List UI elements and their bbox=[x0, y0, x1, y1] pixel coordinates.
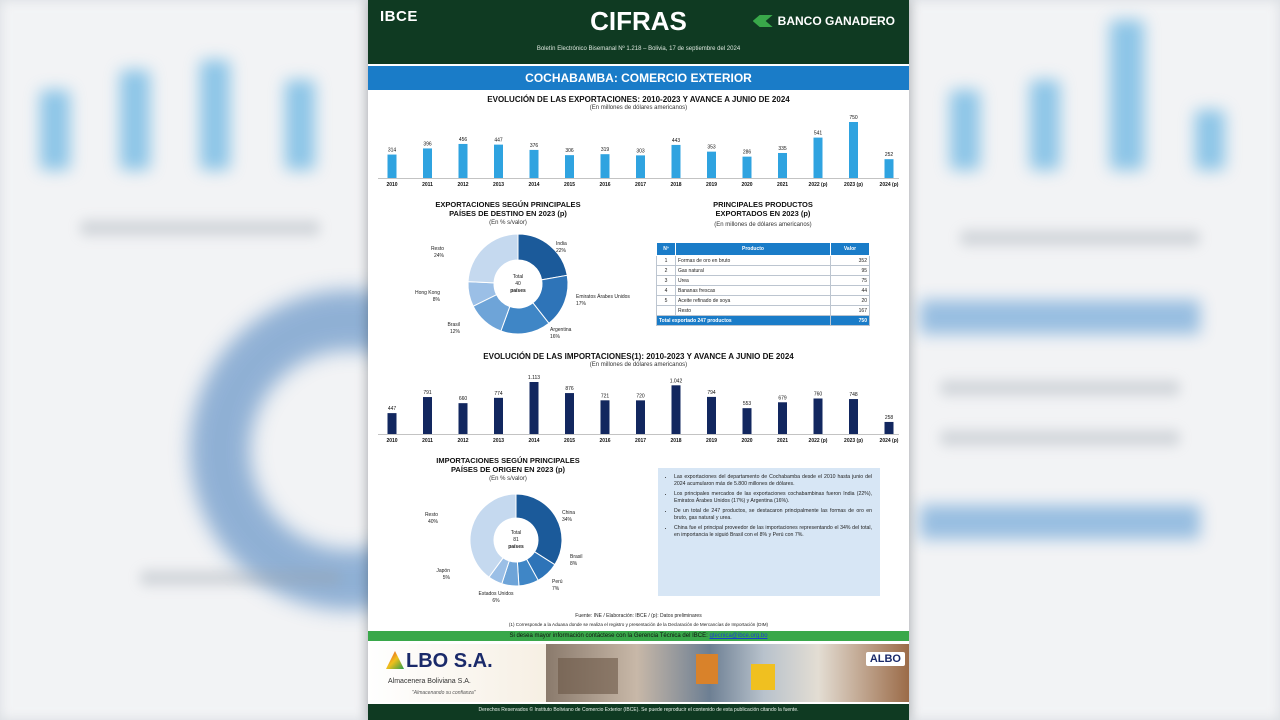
bar bbox=[814, 138, 823, 178]
banco-ganadero-icon bbox=[753, 15, 773, 27]
table-row bbox=[657, 266, 870, 276]
bar-value-label: 1.113 bbox=[527, 375, 541, 381]
note-item: • Los principales mercados de las exportaciones cochabambinas fueron India (22%), Emiratos Árabes Unidos (17%) y Argentina (16%). bbox=[674, 491, 872, 505]
albo-brand-text: LBO S.A. bbox=[406, 650, 493, 672]
bar bbox=[814, 398, 823, 434]
bar bbox=[388, 155, 397, 178]
bar bbox=[672, 145, 681, 178]
bar bbox=[423, 397, 432, 434]
bar bbox=[743, 157, 752, 178]
x-tick-label: 2019 bbox=[705, 438, 718, 444]
bulletin-header bbox=[368, 0, 909, 64]
x-tick-label: 2016 bbox=[599, 438, 611, 444]
donut-center-label: 40 bbox=[515, 281, 521, 287]
albo-slogan: "Almacenando su confianza" bbox=[412, 690, 476, 696]
products-title-line1: PRINCIPALES PRODUCTOS bbox=[713, 200, 813, 209]
background-line bbox=[80, 220, 320, 236]
bar bbox=[778, 402, 787, 434]
x-tick-label: 2024 (p) bbox=[879, 182, 899, 188]
bar-value-label: 306 bbox=[565, 148, 574, 155]
row-number: 4 bbox=[657, 286, 676, 296]
x-tick-label: 2015 bbox=[563, 438, 576, 444]
col-product: Producto bbox=[676, 243, 831, 256]
donut-center-label: 81 bbox=[513, 537, 519, 543]
donut-percent-label: 24% bbox=[433, 253, 444, 259]
background-bar bbox=[950, 90, 980, 170]
background-line bbox=[140, 570, 340, 586]
bar bbox=[494, 398, 503, 434]
donut-center-label: países bbox=[510, 288, 526, 294]
donut-category-label: Brasil bbox=[447, 322, 460, 328]
bar bbox=[885, 159, 894, 178]
export-destinations-donut bbox=[378, 228, 648, 348]
bar bbox=[530, 382, 539, 434]
bar-value-label: 353 bbox=[707, 144, 716, 151]
x-tick-label: 2012 bbox=[457, 438, 469, 444]
bar-value-label: 396 bbox=[423, 141, 432, 148]
imports-chart-subtitle: (En millones de dólares americanos) bbox=[589, 362, 688, 368]
background-bar bbox=[1030, 80, 1060, 170]
bar-value-label: 376 bbox=[529, 142, 539, 149]
x-tick-label: 2019 bbox=[705, 182, 718, 188]
donut-percent-label: 17% bbox=[576, 301, 587, 307]
row-value: 95 bbox=[831, 266, 870, 276]
background-bar bbox=[40, 90, 70, 170]
x-tick-label: 2010 bbox=[386, 182, 398, 188]
total-label: Total exportado 247 productos bbox=[657, 316, 831, 326]
bar bbox=[565, 155, 574, 178]
x-tick-label: 2021 bbox=[776, 438, 789, 444]
background-bar bbox=[120, 70, 150, 170]
x-tick-label: 2012 bbox=[457, 182, 469, 188]
bar-value-label: 258 bbox=[884, 414, 894, 421]
note-item: • Las exportaciones del departamento de Cochabamba desde el 2010 hasta junio del 2024 acumularon más de 5.800 millones de dólares. bbox=[674, 474, 872, 488]
table-row bbox=[657, 306, 870, 316]
x-tick-label: 2023 (p) bbox=[844, 182, 863, 188]
bar-value-label: 286 bbox=[742, 149, 752, 156]
donut-category-label: Resto bbox=[424, 512, 438, 518]
source-line: Fuente: INE / Elaboración: IBCE / (p): Datos preliminares bbox=[575, 613, 702, 619]
bar bbox=[494, 145, 503, 178]
bar-value-label: 774 bbox=[494, 390, 503, 397]
bar-value-label: 679 bbox=[778, 395, 787, 402]
row-product: Resto bbox=[676, 306, 831, 316]
table-total-row bbox=[657, 316, 870, 326]
bulletin-page bbox=[368, 0, 909, 720]
albo-advertisement[interactable] bbox=[368, 642, 909, 704]
bar-value-label: 760 bbox=[813, 391, 823, 398]
row-number: 2 bbox=[657, 266, 676, 276]
key-notes-box bbox=[658, 468, 880, 596]
donut-category-label: Argentina bbox=[550, 327, 572, 333]
table-row bbox=[657, 276, 870, 286]
note-item: • De un total de 247 productos, se destacaron principalmente las formas de oro en bruto, gas natural y urea. bbox=[674, 508, 872, 522]
imports-chart-title: EVOLUCIÓN DE LAS IMPORTACIONES(1): 2010-2023 Y AVANCE A JUNIO DE 2024 bbox=[483, 352, 794, 361]
bar-value-label: 553 bbox=[742, 401, 752, 408]
col-number: Nº bbox=[657, 243, 676, 256]
exports-chart-subtitle: (En millones de dólares americanos) bbox=[589, 105, 688, 111]
products-title-line2: EXPORTADOS EN 2023 (p) bbox=[715, 209, 811, 218]
x-tick-label: 2011 bbox=[422, 438, 433, 444]
import-origins-title-line2: PAÍSES DE ORIGEN EN 2023 (p) bbox=[450, 465, 566, 474]
bar bbox=[565, 393, 574, 434]
table-row bbox=[657, 296, 870, 306]
x-tick-label: 2020 bbox=[741, 438, 753, 444]
row-product: Bananas frescas bbox=[676, 286, 831, 296]
donut-category-label: Japón bbox=[436, 568, 450, 574]
albo-ad-brand-panel bbox=[368, 644, 548, 702]
donut-category-label: Estados Unidos bbox=[478, 591, 514, 597]
table-row bbox=[657, 256, 870, 266]
x-tick-label: 2015 bbox=[563, 182, 576, 188]
donut-percent-label: 16% bbox=[550, 334, 561, 340]
background-strip bbox=[920, 505, 1200, 539]
x-tick-label: 2013 bbox=[492, 438, 505, 444]
bar bbox=[743, 408, 752, 434]
table-row bbox=[657, 286, 870, 296]
donut-category-label: India bbox=[556, 241, 567, 247]
donut-center-label: Total bbox=[510, 530, 522, 536]
bar-value-label: 456 bbox=[458, 136, 468, 143]
row-number: 5 bbox=[657, 296, 676, 306]
bar bbox=[672, 385, 681, 434]
banco-ganadero-logo bbox=[753, 14, 895, 28]
bar-value-label: 335 bbox=[778, 145, 787, 152]
products-title bbox=[648, 200, 878, 218]
x-tick-label: 2022 (p) bbox=[808, 438, 828, 444]
x-tick-label: 2023 (p) bbox=[844, 438, 863, 444]
contact-email-link[interactable]: gtecnica@ibce.org.bo bbox=[709, 633, 768, 639]
row-product: Aceite refinado de soya bbox=[676, 296, 831, 306]
bar-value-label: 748 bbox=[849, 392, 858, 399]
bar-value-label: 319 bbox=[600, 147, 610, 154]
donut-percent-label: 8% bbox=[570, 561, 578, 567]
bar bbox=[423, 148, 432, 178]
donut-center-label: países bbox=[508, 544, 524, 550]
row-number bbox=[657, 306, 676, 316]
donut-percent-label: 6% bbox=[492, 598, 500, 604]
background-line bbox=[940, 380, 1180, 396]
row-value: 352 bbox=[831, 256, 870, 266]
row-value: 75 bbox=[831, 276, 870, 286]
donut-category-label: Perú bbox=[552, 579, 563, 585]
bar bbox=[459, 403, 468, 434]
x-tick-label: 2018 bbox=[670, 182, 682, 188]
export-destinations-title bbox=[388, 200, 628, 218]
x-tick-label: 2021 bbox=[776, 182, 789, 188]
copyright-footer: Derechos Reservados © Instituto Boliviano de Comercio Exterior (IBCE). Se puede reproducir el contenido de esta publicación citando la fuente. bbox=[368, 704, 909, 720]
donut-percent-label: 12% bbox=[449, 329, 460, 335]
row-value: 20 bbox=[831, 296, 870, 306]
banco-ganadero-name: BANCO GANADERO bbox=[777, 14, 895, 28]
bar bbox=[636, 400, 645, 434]
albo-company-name: Almacenera Boliviana S.A. bbox=[388, 678, 471, 685]
albo-ad-photo-collage bbox=[546, 644, 909, 702]
bar bbox=[459, 144, 468, 178]
bar-value-label: 447 bbox=[494, 137, 503, 144]
donut-category-label: Resto bbox=[430, 246, 444, 252]
background-bar bbox=[1195, 110, 1225, 170]
bar-value-label: 252 bbox=[884, 152, 894, 159]
exports-chart-title: EVOLUCIÓN DE LAS EXPORTACIONES: 2010-2023 Y AVANCE A JUNIO DE 2024 bbox=[487, 95, 790, 104]
bar-value-label: 876 bbox=[565, 386, 574, 393]
x-tick-label: 2011 bbox=[422, 182, 433, 188]
products-table-header bbox=[657, 243, 870, 256]
bar bbox=[530, 150, 539, 178]
bar bbox=[707, 152, 716, 178]
bar-value-label: 721 bbox=[600, 393, 610, 400]
export-destinations-title-line2: PAÍSES DE DESTINO EN 2023 (p) bbox=[449, 209, 567, 218]
background-strip bbox=[920, 300, 1200, 334]
row-value: 44 bbox=[831, 286, 870, 296]
imports-bar-chart bbox=[368, 368, 909, 452]
export-destinations-subtitle: (En % s/valor) bbox=[489, 220, 527, 226]
donut-percent-label: 34% bbox=[562, 517, 573, 523]
background-bar bbox=[1110, 20, 1144, 170]
bar-value-label: 750 bbox=[849, 115, 858, 121]
bar-value-label: 660 bbox=[458, 396, 468, 403]
bar-value-label: 314 bbox=[387, 147, 397, 154]
products-table bbox=[656, 242, 870, 326]
import-origins-title-line1: IMPORTACIONES SEGÚN PRINCIPALES bbox=[436, 456, 580, 465]
row-product: Urea bbox=[676, 276, 831, 286]
bulletin-edition: Boletín Electrónico Bisemanal Nº 1.218 – Bolivia, 17 de septiembre del 2024 bbox=[536, 46, 741, 52]
warehouse-photo bbox=[558, 658, 618, 694]
section-band: COCHABAMBA: COMERCIO EXTERIOR bbox=[368, 66, 909, 90]
x-tick-label: 2017 bbox=[634, 438, 647, 444]
row-number: 3 bbox=[657, 276, 676, 286]
x-tick-label: 2017 bbox=[634, 182, 647, 188]
donut-percent-label: 22% bbox=[556, 248, 567, 254]
bar-value-label: 794 bbox=[707, 389, 716, 396]
x-tick-label: 2014 bbox=[528, 438, 540, 444]
bar-value-label: 541 bbox=[813, 130, 823, 137]
albo-brand-name bbox=[386, 650, 493, 673]
import-origins-subtitle: (En % s/valor) bbox=[489, 476, 527, 482]
x-tick-label: 2022 (p) bbox=[808, 182, 828, 188]
bulletin-title: CIFRAS bbox=[590, 6, 687, 36]
exports-bar-chart bbox=[368, 112, 909, 194]
footnote-line: (1) Corresponde a la Aduana donde se realiza el registro y presentación de la Declaración de Mercancías de Importación (DIM) bbox=[508, 622, 769, 627]
x-tick-label: 2013 bbox=[492, 182, 505, 188]
bar bbox=[636, 155, 645, 178]
row-value: 167 bbox=[831, 306, 870, 316]
x-tick-label: 2010 bbox=[386, 438, 398, 444]
row-number: 1 bbox=[657, 256, 676, 266]
forklift-photo bbox=[696, 654, 718, 684]
bar bbox=[601, 400, 610, 434]
donut-center-label: Total bbox=[512, 274, 524, 280]
bar-value-label: 1.042 bbox=[669, 378, 683, 385]
bar bbox=[849, 122, 858, 178]
x-tick-label: 2024 (p) bbox=[879, 438, 899, 444]
background-bar bbox=[285, 80, 315, 170]
bar bbox=[707, 397, 716, 434]
contact-bar bbox=[368, 631, 909, 641]
donut-percent-label: 40% bbox=[427, 519, 438, 525]
bar-value-label: 720 bbox=[636, 393, 645, 400]
background-line bbox=[940, 430, 1180, 446]
products-subtitle: (En millones de dólares americanos) bbox=[714, 222, 812, 228]
bar bbox=[849, 399, 858, 434]
bar bbox=[778, 153, 787, 178]
bar-value-label: 443 bbox=[671, 137, 681, 144]
forklift-photo bbox=[751, 664, 775, 690]
bar-value-label: 791 bbox=[423, 390, 432, 397]
albo-logo-icon bbox=[386, 651, 404, 669]
donut-category-label: Emiratos Árabes Unidos bbox=[576, 294, 630, 300]
donut-percent-label: 8% bbox=[432, 297, 440, 303]
import-origins-donut bbox=[378, 484, 648, 608]
albo-sign: ALBO bbox=[866, 652, 905, 666]
background-line bbox=[960, 230, 1200, 246]
x-tick-label: 2014 bbox=[528, 182, 540, 188]
col-value: Valor bbox=[831, 243, 870, 256]
import-origins-title bbox=[388, 456, 628, 474]
bar bbox=[388, 413, 397, 434]
x-tick-label: 2016 bbox=[599, 182, 611, 188]
export-destinations-title-line1: EXPORTACIONES SEGÚN PRINCIPALES bbox=[435, 200, 581, 209]
bar bbox=[885, 422, 894, 434]
donut-percent-label: 7% bbox=[552, 586, 560, 592]
x-tick-label: 2020 bbox=[741, 182, 753, 188]
bar bbox=[601, 154, 610, 178]
donut-percent-label: 5% bbox=[442, 575, 450, 581]
total-value: 750 bbox=[831, 316, 870, 326]
bar-value-label: 447 bbox=[387, 406, 397, 413]
x-tick-label: 2018 bbox=[670, 438, 682, 444]
ibce-logo: IBCE bbox=[380, 8, 418, 25]
donut-category-label: China bbox=[562, 510, 576, 516]
donut-slice bbox=[468, 234, 518, 283]
row-product: Gas natural bbox=[676, 266, 831, 276]
note-item: • China fue el principal proveedor de las importaciones representando el 34% del total, en importancia le siguió Brasil con el 8% y Perú con 7%. bbox=[674, 525, 872, 539]
donut-category-label: Brasil bbox=[570, 554, 583, 560]
background-bar bbox=[200, 60, 230, 170]
bar-value-label: 303 bbox=[636, 148, 645, 155]
contact-text: Si desea mayor información contáctese con la Gerencia Técnica del IBCE: bbox=[509, 633, 710, 639]
row-product: Formas de oro en bruto bbox=[676, 256, 831, 266]
donut-category-label: Hong Kong bbox=[414, 290, 440, 296]
